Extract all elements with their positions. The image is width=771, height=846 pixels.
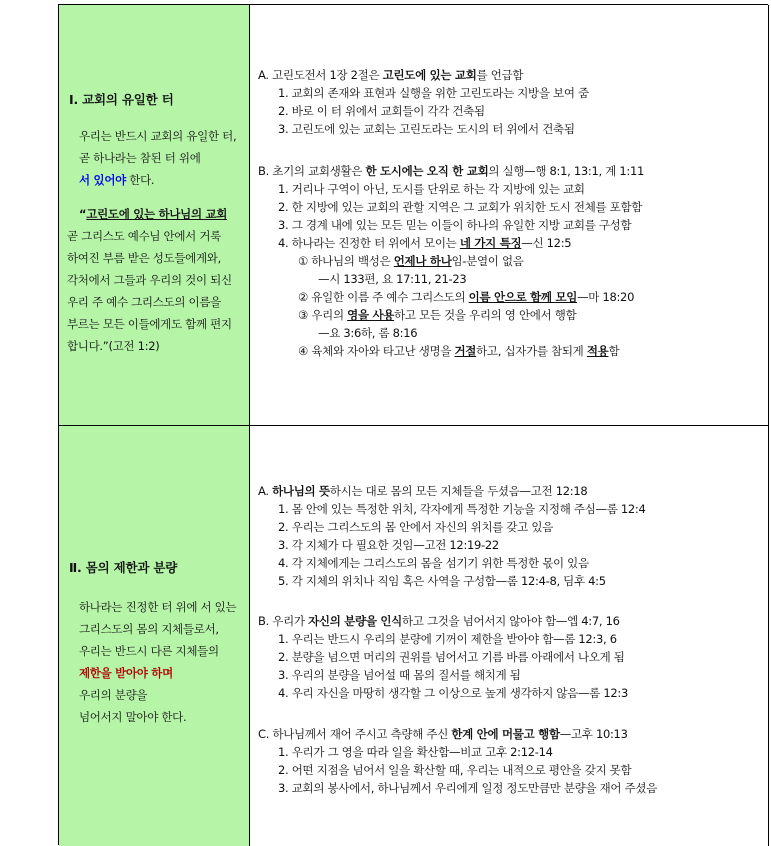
summary-line: 하나라는 진정한 터 위에 서 있는 [79,600,237,614]
list-item: 4. 하나라는 진정한 터 위에서 모이는 네 가지 특징—신 12:5 [278,236,572,250]
list-item: 1. 우리는 반드시 우리의 분량에 기꺼이 제한을 받아야 함—롬 12:3, 6 [278,632,617,646]
verse-quote [67,203,247,357]
summary-line: 우리의 분량을 [79,688,148,702]
point-heading: B. 초기의 교회생활은 한 도시에는 오직 한 교회의 실행—행 8:1, 13:1, 계 1:11 [258,164,644,178]
sub-item: ④ 육체와 자아와 타고난 생명을 거절하고, 십자가를 참되게 적용함 [298,344,620,358]
summary-paragraph [79,125,236,191]
section-heading: Ⅱ. 몸의 제한과 분량 [69,560,178,575]
list-item: 3. 교회의 봉사에서, 하나님께서 우리에게 일정 정도만큼만 분량을 재어 주셨음 [278,781,658,795]
outline-point-c [258,725,657,797]
list-item: 2. 어떤 지점을 넘어서 일을 확산할 때, 우리는 내적으로 평안을 갖지 못함 [278,763,632,777]
list-item: 2. 우리는 그리스도의 몸 안에서 자신의 위치를 갖고 있음 [278,520,554,534]
outline-point-a [258,66,589,138]
quote-line: “고린도에 있는 하나님의 교회 [79,207,228,221]
emphasis-red: 제한을 받아야 하며 [79,666,173,680]
list-item: 4. 각 지체에게는 그리스도의 몸을 섬기기 위한 특정한 몫이 있음 [278,556,589,570]
summary-line: 곧 하나라는 참된 터 위에 [79,151,201,165]
list-item: 2. 한 지방에 있는 교회의 관할 지역은 그 교회가 위치한 도시 전체를 포함함 [278,200,643,214]
list-item: 4. 우리 자신을 마땅히 생각할 그 이상으로 높게 생각하지 않음—롬 12:3 [278,686,628,700]
emphasis-blue: 서 있어야 [79,173,126,187]
summary-line: 우리는 반드시 교회의 유일한 터, [79,129,237,143]
summary-cell [59,426,250,846]
summary-line: 서 있어야 한다. [79,173,155,187]
summary-line: 우리는 반드시 다른 지체들의 [79,644,219,658]
list-item: 1. 교회의 존재와 표현과 실행을 위한 고린도라는 지방을 보여 줌 [278,86,589,100]
outline-point-b [258,162,644,360]
sub-item: ① 하나님의 백성은 언제나 하나임-분열이 없음 [298,254,524,268]
list-item: 2. 바로 이 터 위에서 교회들이 각각 건축됨 [278,104,485,118]
list-item: 3. 고린도에 있는 교회는 고린도라는 도시의 터 위에서 건축됨 [278,122,575,136]
list-item: 3. 그 경계 내에 있는 모든 믿는 이들이 하나의 유일한 지방 교회를 구성함 [278,218,632,232]
quote-line: 하여진 부름 받은 성도들에게와, [67,251,221,265]
quote-line: 각처에서 그들과 우리의 것이 되신 [67,273,232,287]
list-item: 2. 분량을 넘으면 머리의 권위를 넘어서고 기름 바름 아래에서 나오게 됨 [278,650,625,664]
point-heading: A. 하나님의 뜻하시는 대로 몸의 모든 지체들을 두셨음—고전 12:18 [258,484,588,498]
outline-point-b [258,612,628,702]
summary-line: 넘어서지 말아야 한다. [79,710,187,724]
point-heading: A. 고린도전서 1장 2절은 고린도에 있는 교회를 언급함 [258,68,524,82]
quote-line: 우리 주 예수 그리스도의 이름을 [67,295,221,309]
sub-item: ② 유일한 이름 주 예수 그리스도의 이름 안으로 함께 모임—마 18:20 [298,290,635,304]
outline-table [58,4,768,845]
section-heading: Ⅰ. 교회의 유일한 터 [69,92,174,107]
quote-line: 합니다.”(고전 1:2) [67,339,160,353]
sub-item-reference: —시 133편, 요 17:11, 21-23 [318,272,467,286]
list-item: 5. 각 지체의 위치나 직임 혹은 사역을 구성함—롬 12:4-8, 딤후 4:5 [278,574,606,588]
quote-line: 곧 그리스도 예수님 안에서 거룩 [67,229,221,243]
sub-item: ③ 우리의 영을 사용하고 모든 것을 우리의 영 안에서 행함 [298,308,577,322]
summary-paragraph [79,596,236,728]
underlined-text: 고린도에 있는 하나님의 교회 [86,207,228,221]
outline-point-a [258,482,646,590]
point-heading: B. 우리가 자신의 분량을 인식하고 그것을 넘어서지 않아야 함—엡 4:7, 16 [258,614,620,628]
list-item: 1. 거리나 구역이 아닌, 도시를 단위로 하는 각 지방에 있는 교회 [278,182,585,196]
sub-item-reference: —요 3:6하, 롬 8:16 [318,326,418,340]
quote-line: 부르는 모든 이들에게도 함께 편지 [67,317,232,331]
summary-cell [59,5,250,425]
table-row [59,5,769,426]
table-row [59,426,769,846]
list-item: 1. 우리가 그 영을 따라 일을 확산함—비교 고후 2:12-14 [278,745,553,759]
list-item: 3. 각 지체가 다 필요한 것임—고전 12:19-22 [278,538,499,552]
summary-line: 그리스도의 몸의 지체들로서, [79,622,219,636]
outline-cell [250,426,769,846]
list-item: 1. 몸 안에 있는 특정한 위치, 각자에게 특정한 기능을 지정해 주심—롬 12:4 [278,502,646,516]
outline-cell [250,5,769,425]
point-heading: C. 하나님께서 재어 주시고 측량해 주신 한계 안에 머물고 행함—고후 10:13 [258,727,628,741]
list-item: 3. 우리의 분량을 넘어설 때 몸의 질서를 해치게 됨 [278,668,521,682]
